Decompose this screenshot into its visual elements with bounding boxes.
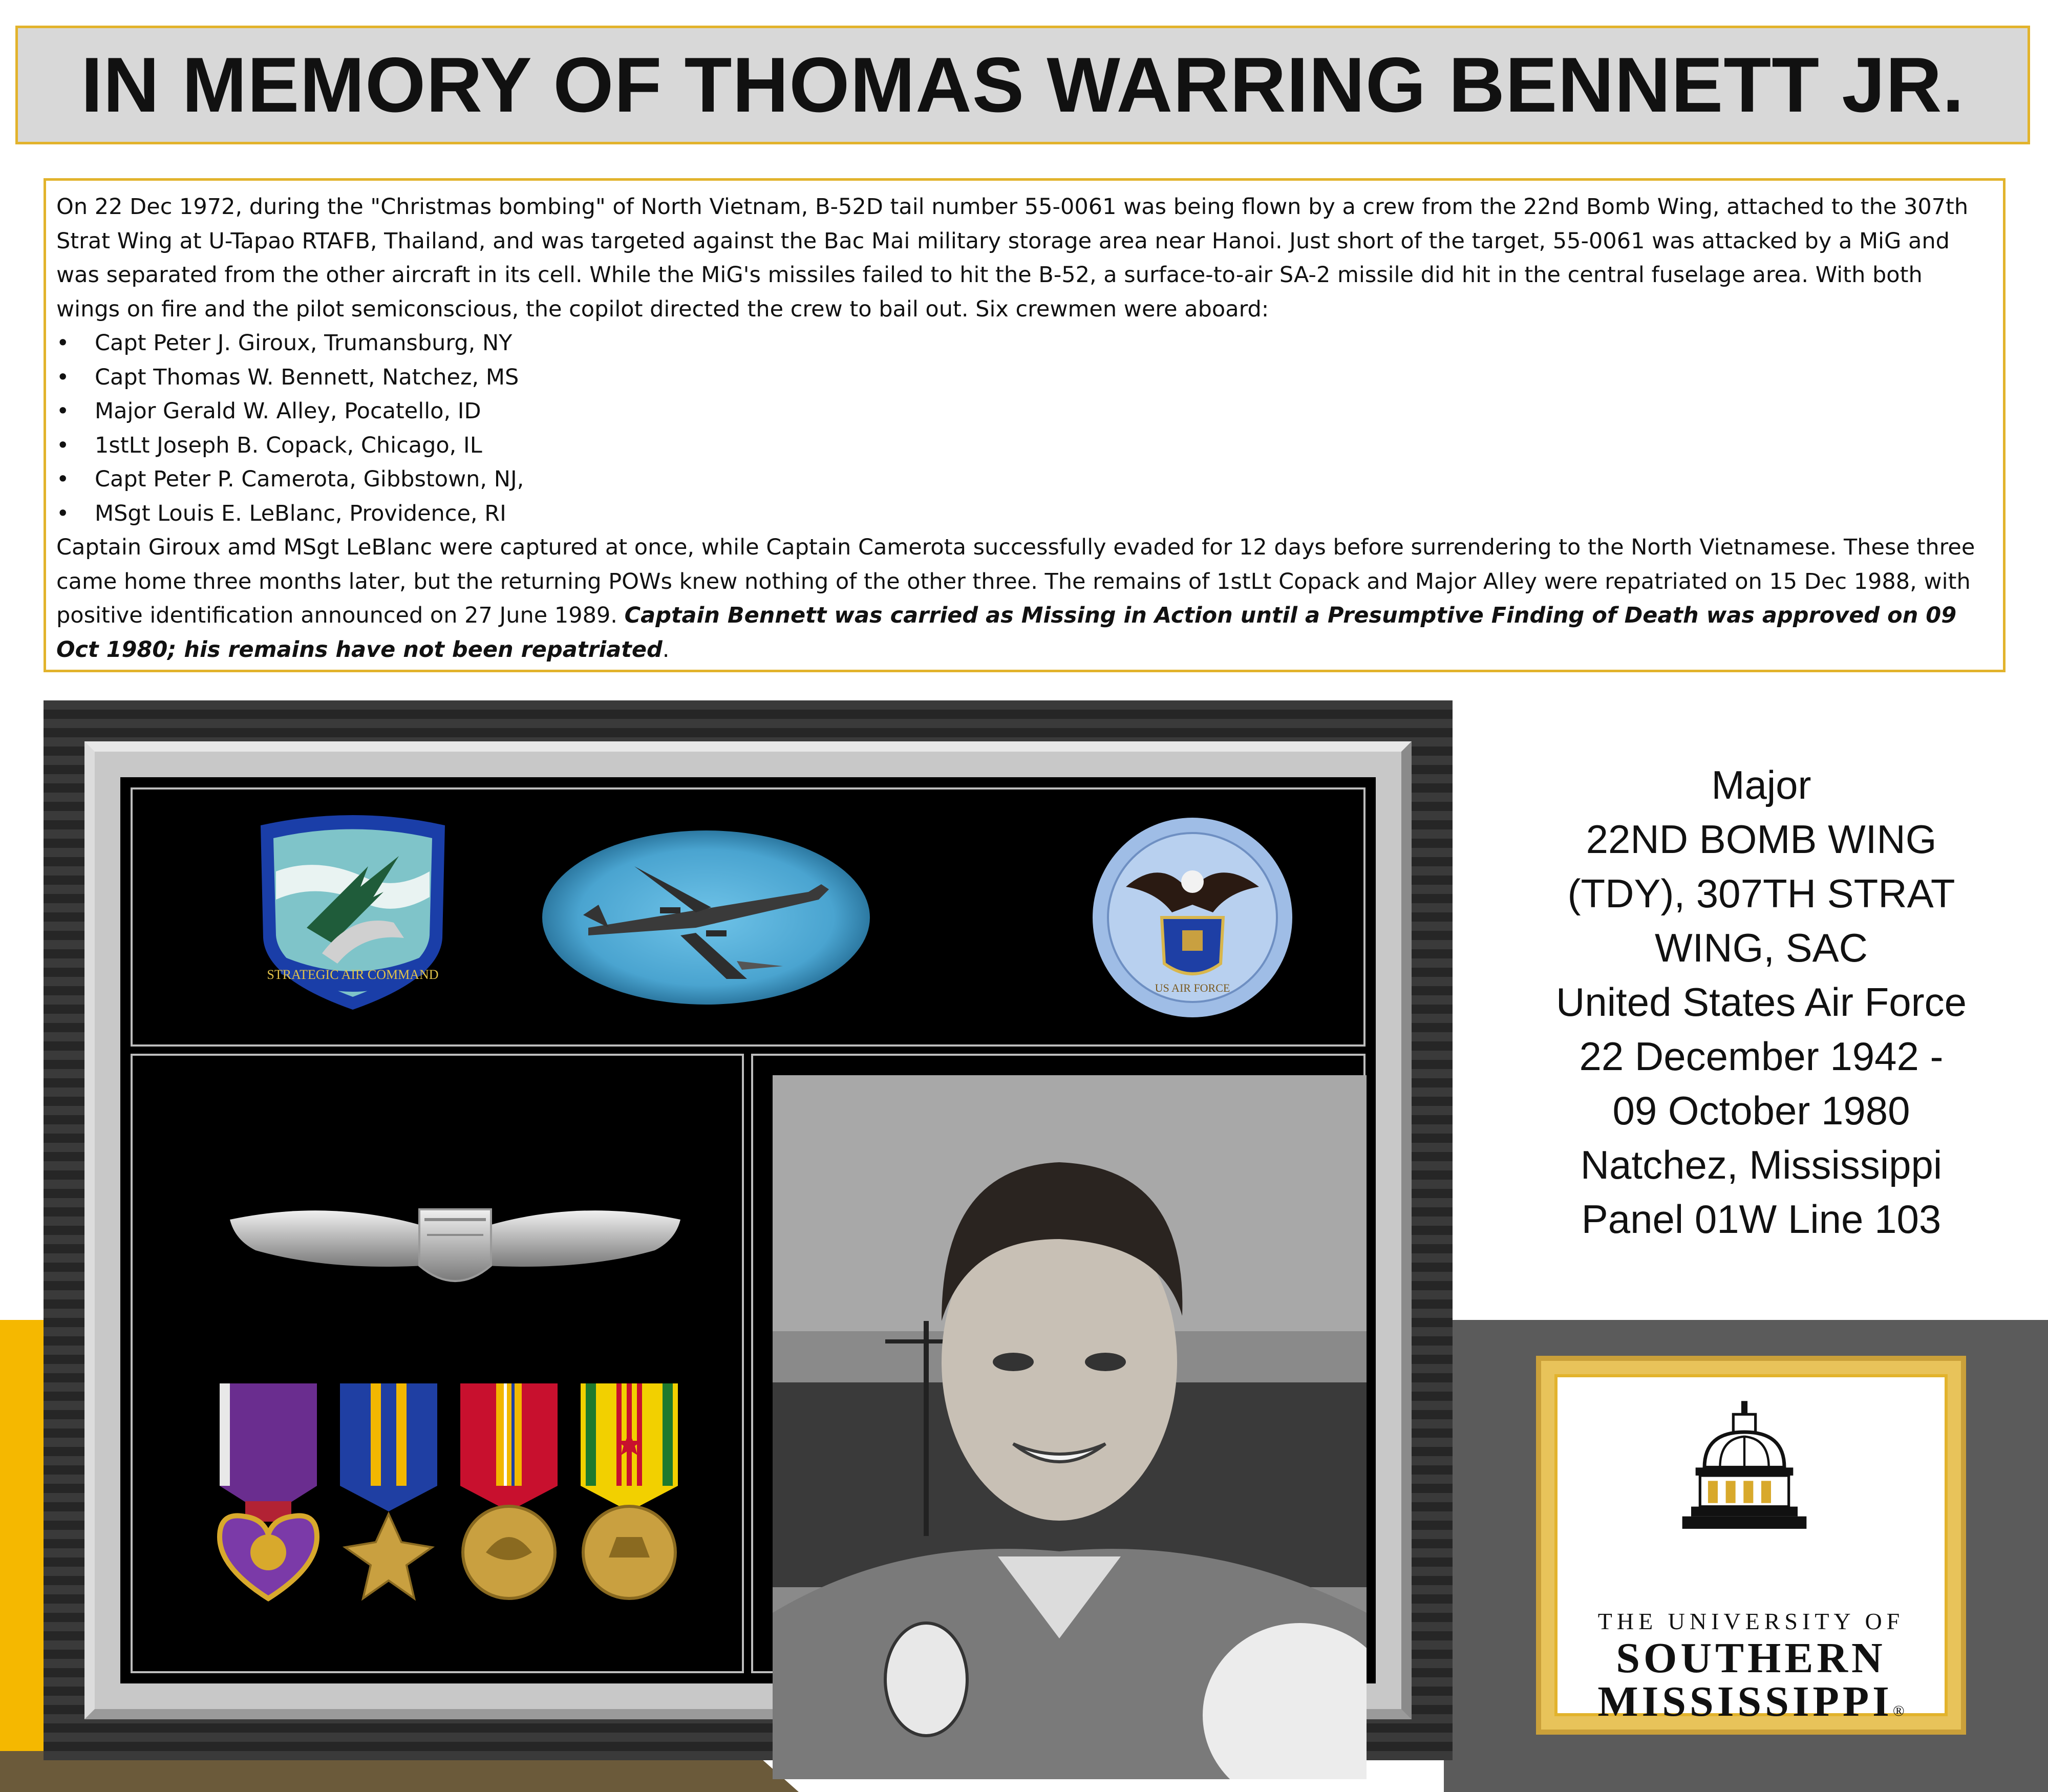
vietnam-service-medal-icon — [575, 1383, 683, 1604]
story-box — [44, 178, 2006, 672]
air-force-seal-text: US AIR FORCE — [1155, 982, 1230, 994]
service-info — [1508, 758, 2015, 1246]
hometown: Natchez, Mississippi — [1580, 1142, 1943, 1187]
dates-line-2: 09 October 1980 — [1612, 1088, 1910, 1133]
medals-panel — [131, 1054, 744, 1673]
crew-item: • Capt Thomas W. Bennett, Natchez, MS — [56, 360, 1993, 395]
unit-line-1: 22ND BOMB WING — [1586, 817, 1937, 862]
dates-line-1: 22 December 1942 - — [1579, 1034, 1944, 1079]
b52-bomber-icon — [542, 830, 870, 1005]
story-outcome-end: . — [662, 636, 670, 663]
b52-photo-oval — [542, 830, 870, 1005]
crew-item: • 1stLt Joseph B. Copack, Chicago, IL — [56, 429, 1993, 463]
campaign-medal-edge-icon — [696, 1383, 737, 1604]
story-outcome-text: Captain Giroux amd MSgt LeBlanc were captured at once, while Captain Camerota successfully evaded for 12 days before surrendering to the North Vietnamese. These three came home three months later, but the returning POWs knew nothing of the other three. The remains of 1stLt Copack and Major Alley were repatriated on 15 Dec 1988, with positive identification announced on 27 June 1989. — [56, 535, 1975, 628]
page-title: IN MEMORY OF THOMAS WARRING BENNETT JR. — [81, 41, 1965, 129]
dome-logo-icon — [1678, 1398, 1811, 1546]
emblem-panel — [131, 787, 1366, 1047]
unit-line-3: WING, SAC — [1654, 925, 1868, 970]
plaque-bevel-frame — [84, 741, 1412, 1719]
logo-line-2: SOUTHERN — [1616, 1634, 1886, 1682]
purple-heart-medal-icon — [215, 1383, 322, 1604]
logo-line-3-wrap — [1558, 1677, 1945, 1726]
sac-shield-text: STRATEGIC AIR COMMAND — [267, 967, 439, 982]
national-defense-medal-icon — [455, 1383, 563, 1604]
crew-item: • Capt Peter P. Camerota, Gibbstown, NJ, — [56, 462, 1993, 497]
university-logo — [1554, 1374, 1948, 1725]
crew-list — [56, 326, 1993, 530]
wall-location: Panel 01W Line 103 — [1581, 1197, 1942, 1242]
logo-line-3: MISSISSIPPI — [1597, 1678, 1893, 1725]
memorial-plaque — [44, 700, 1453, 1760]
rank: Major — [1711, 762, 1811, 807]
title-bar — [15, 26, 2030, 144]
plaque-inner — [120, 777, 1376, 1683]
sac-shield-icon — [240, 810, 465, 1015]
registered-mark: ® — [1892, 1702, 1905, 1719]
logo-line-1: THE UNIVERSITY OF — [1597, 1608, 1905, 1634]
pilot-portrait-image — [773, 1075, 1367, 1779]
air-medal-icon — [335, 1383, 442, 1604]
story-intro: On 22 Dec 1972, during the "Christmas bombing" of North Vietnam, B-52D tail number 55-0061 was being flown by a crew from the 22nd Bomb Wing, attached to the 307th Strat Wing at U-Tapao RTAFB, Thailand, and was targeted against the Bac Mai military storage area near Hanoi. Just short of the target, 55-0061 was attacked by a MiG and was separated from the other aircraft in its cell. While the MiG's missiles failed to hit the B-52, a surface-to-air SA-2 missile did hit in the central fuselage area. With both wings on fire and the pilot semiconscious, the copilot directed the crew to bail out. Six crewmen were aboard: — [56, 194, 1969, 322]
crew-item: • Capt Peter J. Giroux, Trumansburg, NY — [56, 326, 1993, 360]
portrait-panel — [751, 1054, 1366, 1673]
branch: United States Air Force — [1555, 979, 1967, 1025]
university-logo-frame — [1536, 1356, 1966, 1735]
portrait-photo — [773, 1075, 1367, 1779]
air-force-seal-icon — [1090, 815, 1295, 1020]
pilot-wings-icon — [225, 1189, 686, 1302]
unit-line-2: (TDY), 307TH STRAT — [1567, 871, 1955, 916]
story-outcome-bold: Captain Bennett was carried as Missing in Action until a Presumptive Finding of Death was approved on 09 Oct 1980; his remains have not been repatriated — [56, 603, 1957, 663]
crew-item: • MSgt Louis E. LeBlanc, Providence, RI — [56, 497, 1993, 531]
crew-item: • Major Gerald W. Alley, Pocatello, ID — [56, 394, 1993, 429]
story-outcome — [56, 530, 1993, 667]
